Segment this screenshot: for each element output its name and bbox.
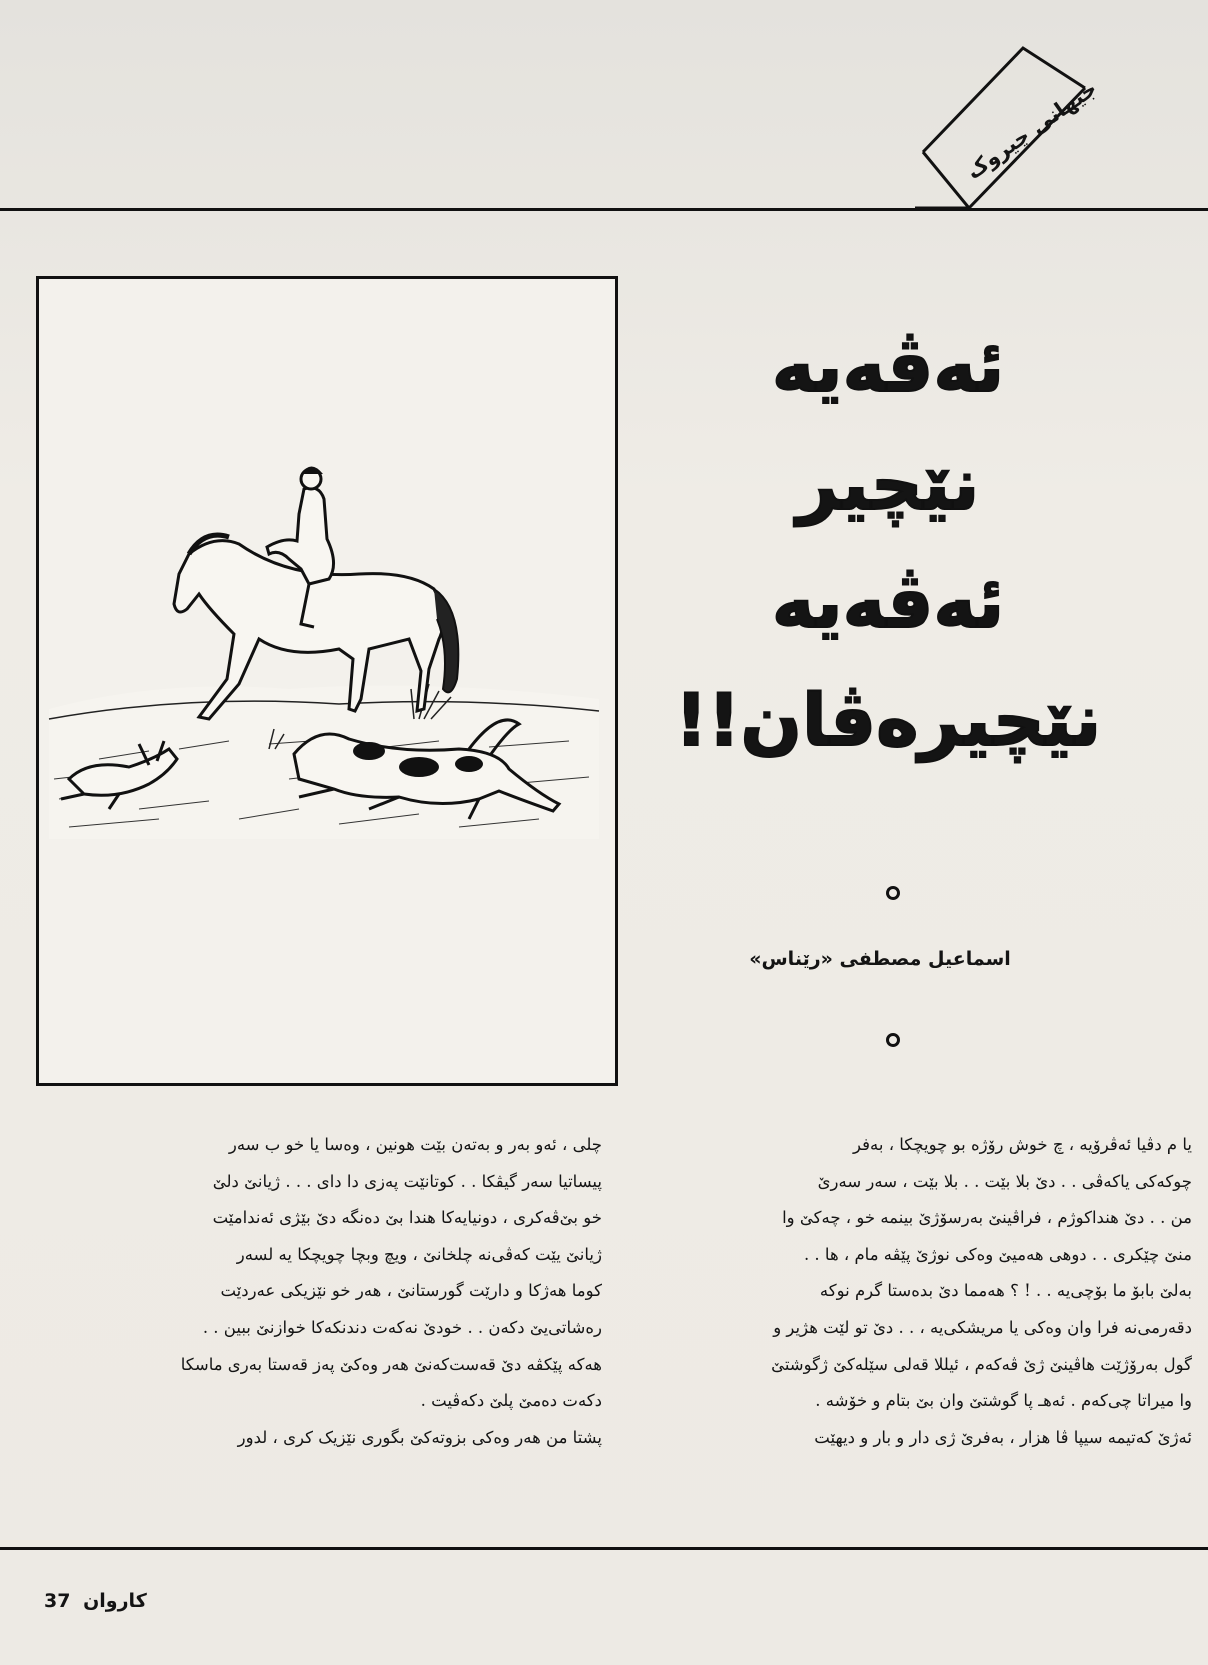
body-column-right	[644, 1127, 1192, 1456]
headline-line-4: نێچیرەڤان!!	[674, 678, 1102, 762]
body-line: ژیانێ یێت کەڤی‌نە چلخانێ ، ویچ وبچا چویچکا یە لسەر	[236, 1244, 602, 1264]
body-line: بەلێ بابۆ ما بۆچی‌یە . . ! ؟ هەمما دێ بدەستا گرم نوکە	[819, 1281, 1192, 1301]
body-line: منێ چێکری . . دوهی هەمیێ وەکی نوژێ پێڤە مام ، ها . .	[803, 1244, 1192, 1264]
hunting-scene-illustration	[39, 279, 615, 1083]
body-line: چوکەکی یاکەڤی . . دێ بلا بێت . . بلا بێت ، سەر سەرێ	[817, 1171, 1192, 1191]
author-byline: اسماعیل مصطفی «رێناس»	[749, 948, 1011, 970]
body-line: وا میراتا چی‌کەم . ئەهـ پا گوشتێ وان بێ بتام و خۆشە .	[815, 1391, 1192, 1411]
headline	[628, 324, 1148, 802]
headline-line-3: ئەڤەیە	[771, 560, 1005, 644]
body-line: رەشاتی‌یێ دکەن . . خودێ نەکەت دندنکەکا خوازنێ ببین . .	[202, 1317, 602, 1337]
body-line: دقەرمی‌نە فرا وان وەکی یا مریشکی‌یە ، . . دێ تو لێت هژیر و	[773, 1317, 1192, 1337]
page-footer	[44, 1590, 147, 1612]
body-line: کوما هەژکا و دارێت گورستانێ ، هەر خو نێزیکی عەردێت	[220, 1281, 602, 1301]
ornament-circle-top	[886, 886, 900, 900]
body-line: من . . دێ هنداکوژم ، فراڤینێ بەرسۆژێ بینمە خو ، چەکێ وا	[782, 1208, 1192, 1228]
section-tag: جیهانی چیروک	[961, 76, 1102, 184]
headline-line-1: ئەڤەیە	[771, 324, 1005, 408]
body-line: خو بێ‌ڤەکری ، دونیایەکا هندا بێ دەنگە دێ بێژی ئەندامێت	[212, 1208, 602, 1228]
headline-line-2: نێچیر	[796, 442, 980, 526]
body-line: ئەژێ کەتیمە سیپا ڤا هزار ، بەفرێ ژی دار و بار و دیهێت	[814, 1427, 1192, 1447]
ornament-circle-bottom	[886, 1033, 900, 1047]
body-line: یا م دڤیا ئەڤرۆیە ، چ خوش رۆژە بو چویچکا ، بەفر	[853, 1135, 1192, 1154]
body-line: پیساتیا سەر گیڤکا . . کوتانێت پەزی دا دای . . . ژیانێ دلێ	[212, 1171, 602, 1191]
body-line: دکەت دەمێ پلێ دکەڤیت .	[420, 1391, 602, 1411]
page-number: 37	[44, 1590, 71, 1612]
top-rule	[0, 208, 1208, 211]
body-line: چلی ، ئەو بەر و بەتەن بێت هونین ، وەسا یا خو ب سەر	[228, 1135, 602, 1154]
bottom-rule	[0, 1547, 1208, 1550]
body-column-left	[54, 1127, 602, 1456]
body-line: پشتا من هەر وەکی بزوتەکێ بگوری نێزیک کری ، لدور	[237, 1427, 602, 1447]
body-line: گول بەرۆژێت هاڤینێ ژێ ڤەکەم ، ئیللا قەلی سێلەکێ ژگوشتێ	[771, 1354, 1192, 1374]
illustration-frame	[36, 276, 618, 1086]
magazine-name: كاروان	[83, 1590, 147, 1612]
body-line: هەکە پێکڤە دێ قەست‌کەنێ هەر وەکێ پەز قەستا بەری ماسکا	[180, 1354, 602, 1374]
